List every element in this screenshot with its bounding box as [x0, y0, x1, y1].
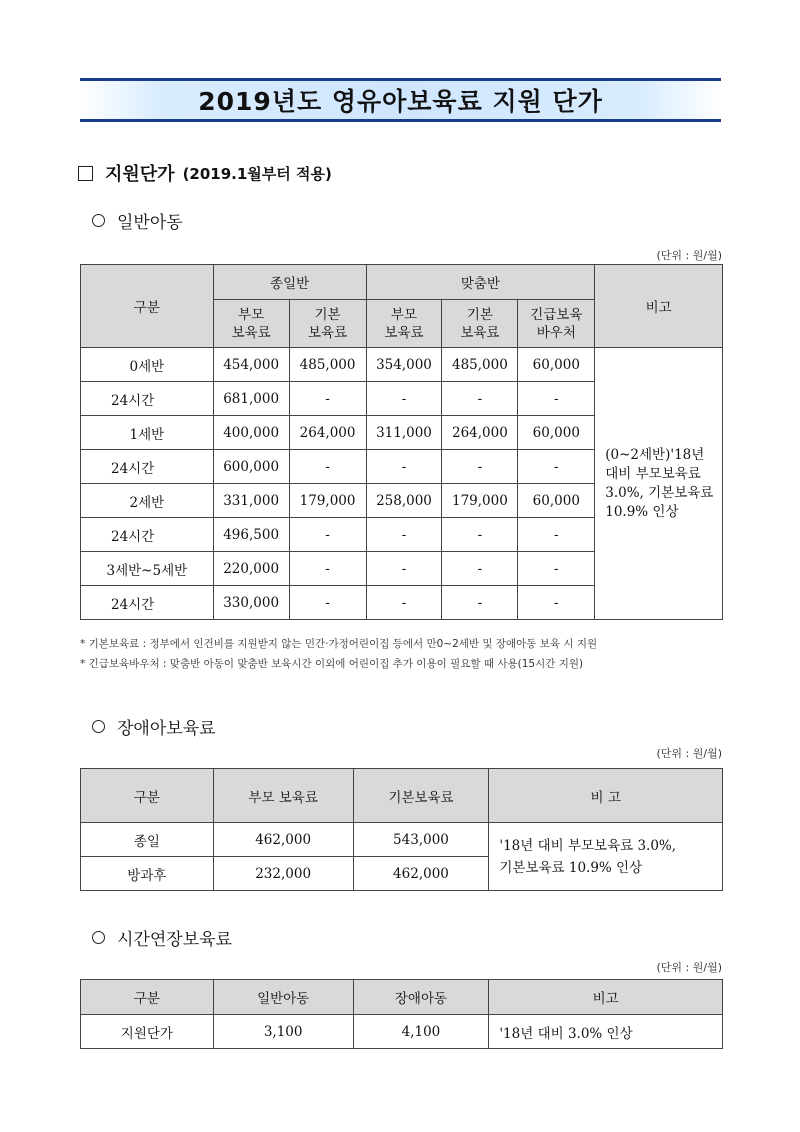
header-note: 비 고 — [489, 769, 723, 823]
section-heading — [78, 160, 332, 186]
checkbox-square-icon — [78, 166, 93, 181]
general-table — [80, 264, 723, 620]
circle-bullet-icon — [92, 720, 105, 733]
header-custom: 맞춤반 — [366, 265, 595, 300]
table-row: 24시간 600,000 - - - - — [81, 450, 723, 484]
circle-bullet-icon — [92, 214, 105, 227]
header-parent-fee: 부모 보육료 — [213, 769, 353, 823]
table-row: 1세반 400,000 264,000 311,000 264,000 60,000 — [81, 416, 723, 450]
header-basic-fee-custom: 기본 보육료 — [442, 300, 518, 348]
header-fullday: 종일반 — [213, 265, 366, 300]
header-note: 비고 — [489, 980, 723, 1015]
extended-unit: (단위 : 원/월) — [656, 961, 722, 974]
general-note: (0~2세반)'18년 대비 부모보육료 3.0%, 기본보육료 10.9% 인상 — [595, 348, 723, 620]
disabled-unit: (단위 : 원/월) — [656, 747, 722, 760]
table-row: 종일 462,000 543,000 '18년 대비 부모보육료 3.0%, 기본보육료 10.9% 인상 — [81, 823, 723, 857]
footnote-emergency-voucher: * 긴급보육바우처 : 맞춤반 아동이 맞춤반 보육시간 이외에 어린이집 추가 이용이 필요할 때 사용(15시간 지원) — [80, 658, 584, 670]
disabled-table — [80, 768, 723, 891]
header-disabled-child: 장애아동 — [353, 980, 489, 1015]
table-row: 24시간 681,000 - - - - — [81, 382, 723, 416]
header-note: 비고 — [595, 265, 723, 348]
table-row: 방과후 232,000 462,000 — [81, 857, 723, 891]
disabled-heading — [92, 714, 216, 739]
disabled-note: '18년 대비 부모보육료 3.0%, 기본보육료 10.9% 인상 — [489, 823, 723, 891]
circle-bullet-icon — [92, 931, 105, 944]
general-heading-text: 일반아동 — [117, 213, 183, 233]
header-parent-fee-custom: 부모 보육료 — [366, 300, 442, 348]
table-row: 0세반 454,000 485,000 354,000 485,000 60,000 (0~2세반)'18년 대비 부모보육료 3.0%, 기본보육료 10.9% 인상 — [81, 348, 723, 382]
page-title: 2019년도 영유아보육료 지원 단가 — [198, 87, 603, 116]
section-sub: (2019.1월부터 적용) — [182, 164, 332, 183]
header-category: 구분 — [81, 265, 214, 348]
table-row: 24시간 330,000 - - - - — [81, 586, 723, 620]
header-category: 구분 — [81, 769, 214, 823]
header-general-child: 일반아동 — [213, 980, 353, 1015]
disabled-heading-text: 장애아보육료 — [117, 719, 216, 739]
header-parent-fee: 부모 보육료 — [213, 300, 289, 348]
extended-heading — [92, 925, 232, 950]
header-basic-fee: 기본 보육료 — [289, 300, 366, 348]
table-row: 3세반~5세반 220,000 - - - - — [81, 552, 723, 586]
page-title-banner — [80, 78, 721, 122]
footnote-basic-fee: * 기본보육료 : 정부에서 인건비를 지원받지 않는 민간·가정어린이집 등에서 만0~2세반 및 장애아동 보육 시 지원 — [80, 638, 598, 650]
header-basic-fee: 기본보육료 — [353, 769, 489, 823]
table-row: 지원단가 3,100 4,100 '18년 대비 3.0% 인상 — [81, 1015, 723, 1049]
header-category: 구분 — [81, 980, 214, 1015]
table-row: 24시간 496,500 - - - - — [81, 518, 723, 552]
general-heading — [92, 208, 183, 233]
general-unit: (단위 : 원/월) — [656, 249, 722, 262]
extended-heading-text: 시간연장보육료 — [117, 930, 232, 950]
table-row: 2세반 331,000 179,000 258,000 179,000 60,000 — [81, 484, 723, 518]
extended-table — [80, 979, 723, 1049]
header-emergency-voucher: 긴급보육 바우처 — [518, 300, 595, 348]
section-label: 지원단가 — [105, 164, 175, 185]
